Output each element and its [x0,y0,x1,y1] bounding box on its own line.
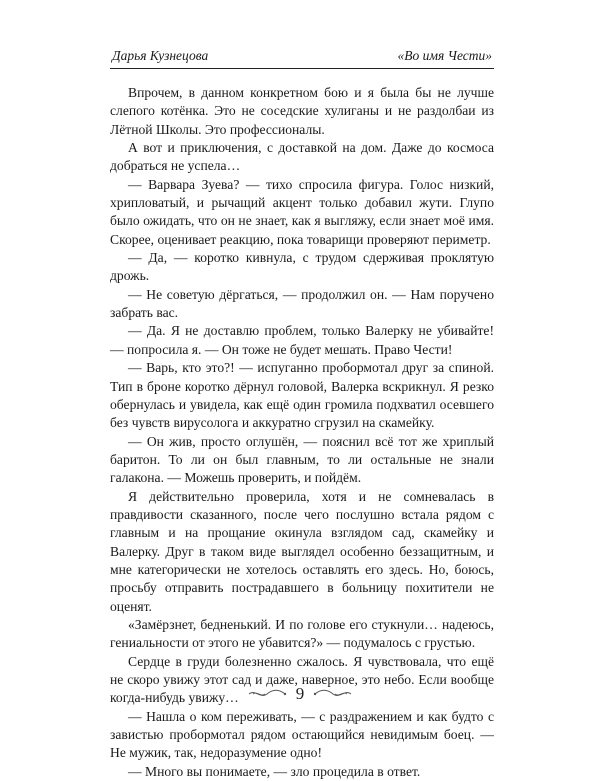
paragraph: — Варь, кто это?! — испуганно пробормотал друг за спиной. Тип в броне коротко дёрнул головой, Валерка вскрикнул. Я резко обернулась и увидела, как ещё один громила подхватил осевшего без чувств вирусолога и аккуратно сгрузил на скамейку. [110,360,494,431]
page-number: 9 [295,684,305,703]
paragraph: — Нашла о ком переживать, — с раздражением и как будто с завистью пробормотал рядом остающийся невидимым боец. — Не мужик, так, недоразумение одно! [110,708,494,761]
paragraph: «Замёрзнет, бедненький. И по голове его стукнули… надеюсь, гениальности от этого не убавится?» — подумалось с грустью. [110,616,494,651]
paragraph: Сердце в груди болезненно сжалось. Я чувствовала, что ещё не скоро увижу этот сад и даже, наверное, это небо. Если вообще когда-нибудь увижу… [110,653,494,706]
page-footer [0,684,600,710]
paragraph: — Он жив, просто оглушён, — пояснил всё тот же хриплый баритон. То ли он был главным, то ли остальные не знали галакона. — Можешь проверить, и пойдём. [110,433,494,486]
paragraph: — Варвара Зуева? — тихо спросила фигура. Голос низкий, хрипловатый, и рычащий акцент только добавил жути. Глупо было ожидать, что он не знает, как я выгляжу, если знает моё имя. Скорее, оценивает реакцию, пока товарищи проверяют периметр. [110,176,494,247]
paragraph: А вот и приключения, с доставкой на дом. Даже до космоса добраться не успела… [110,140,494,174]
running-head [110,48,494,69]
running-head-author: Дарья Кузнецова [112,48,209,63]
flourish-ornament-icon [247,689,287,699]
paragraph: — Не советую дёргаться, — продолжил он. — Нам поручено забрать вас. [110,286,494,321]
paragraph: — Да, — коротко кивнула, с трудом сдерживая проклятую дрожь. [110,250,494,284]
body-text [110,84,494,781]
paragraph: Впрочем, в данном конкретном бою и я была бы не лучше слепого котёнка. Это не соседские хулиганы и не раздолбаи из Лётной Школы. Это профессионалы. [110,85,494,137]
paragraph: — Много вы понимаете, — зло процедила в ответ. [128,763,421,779]
running-head-book-title: «Во имя Чести» [397,48,492,63]
flourish-ornament-icon [313,689,353,699]
paragraph: — Да. Я не доставлю проблем, только Валерку не убивайте! — попросила я. — Он тоже не будет мешать. Право Чести! [110,323,494,357]
paragraph: Я действительно проверила, хотя и не сомневалась в правдивости сказанного, после чего послушно встала рядом с главным и на прощание окинула взглядом сад, скамейку и Валерку. Друг в таком виде выглядел особенно беззащитным, и мне категорически не хотелось оставлять его здесь. Но, боюсь, просьбу отправить пострадавшего в больницу похитители не оценят. [110,488,494,614]
